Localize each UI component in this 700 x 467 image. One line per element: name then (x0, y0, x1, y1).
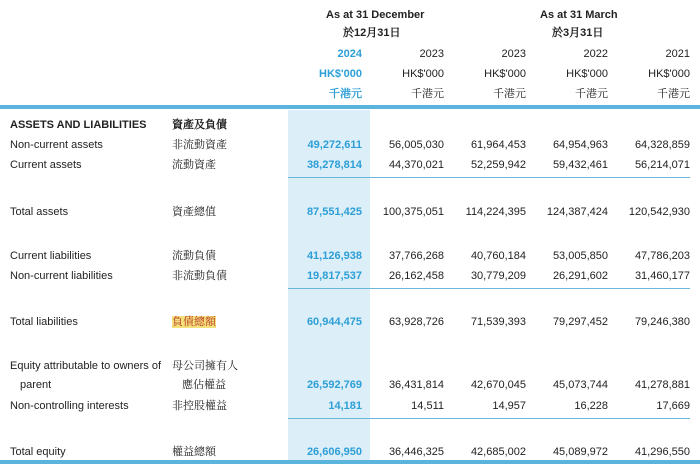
table-cell: 41,296,550 (634, 446, 690, 458)
highlighted-text: 負債總額 (172, 316, 216, 328)
row-label: Non-controlling interests (10, 400, 129, 412)
table-cell: 120,542,930 (628, 206, 690, 218)
table-cell: 56,005,030 (388, 139, 444, 151)
row-label-zh-cont: 應佔權益 (182, 379, 226, 391)
table-cell: 14,957 (492, 400, 526, 412)
table-cell: 60,944,475 (306, 316, 362, 328)
currency-header: HK$'000 (402, 68, 444, 80)
table-cell: 26,291,602 (552, 270, 608, 282)
table-cell: 16,228 (574, 400, 608, 412)
table-cell: 71,539,393 (470, 316, 526, 328)
subtotal-rule (288, 418, 690, 419)
currency-zh-header: 千港元 (411, 88, 444, 100)
row-label-zh: 非流動負債 (172, 270, 227, 282)
table-cell: 41,126,938 (306, 250, 362, 262)
table-cell: 79,297,452 (552, 316, 608, 328)
currency-zh-header: 千港元 (329, 88, 362, 100)
table-cell: 14,511 (411, 400, 444, 412)
row-label: Total assets (10, 206, 69, 218)
currency-header: HK$'000 (319, 68, 362, 80)
year-header: 2023 (419, 48, 444, 60)
row-label-cont: parent (20, 379, 52, 391)
currency-zh-header: 千港元 (657, 88, 690, 100)
row-label: Current assets (10, 159, 82, 171)
table-cell: 63,928,726 (388, 316, 444, 328)
table-cell: 19,817,537 (306, 270, 362, 282)
year-header: 2024 (337, 48, 362, 60)
table-cell: 42,685,002 (470, 446, 526, 458)
table-cell: 87,551,425 (306, 206, 362, 218)
table-cell: 114,224,395 (465, 206, 526, 218)
group-header-march-zh: 於3月31日 (552, 27, 604, 39)
currency-zh-header: 千港元 (575, 88, 608, 100)
row-label-zh: 非流動資產 (172, 139, 227, 151)
table-cell: 41,278,881 (634, 379, 690, 391)
table-cell: 44,370,021 (388, 159, 444, 171)
table-cell: 42,670,045 (470, 379, 526, 391)
table-cell: 14,181 (328, 400, 362, 412)
table-cell: 79,246,380 (634, 316, 690, 328)
table-cell: 36,446,325 (388, 446, 444, 458)
row-label: Total equity (10, 446, 66, 458)
row-label: Equity attributable to owners of (10, 360, 162, 372)
table-cell: 61,964,453 (470, 139, 526, 151)
table-cell: 52,259,942 (470, 159, 526, 171)
year-header: 2022 (583, 48, 608, 60)
row-label-zh: 資產總值 (172, 206, 216, 218)
table-cell: 30,779,209 (470, 270, 526, 282)
row-label-zh: 非控股權益 (172, 400, 227, 412)
group-header-december-zh: 於12月31日 (343, 27, 401, 39)
row-label-zh: 母公司擁有人 (172, 360, 238, 372)
table-cell: 64,328,859 (634, 139, 690, 151)
table-cell: 45,089,972 (552, 446, 608, 458)
year-header: 2023 (501, 48, 526, 60)
currency-zh-header: 千港元 (493, 88, 526, 100)
header-rule (0, 105, 700, 109)
currency-header: HK$'000 (566, 68, 608, 80)
table-cell: 26,592,769 (306, 379, 362, 391)
row-label: Non-current assets (10, 139, 103, 151)
row-label: Current liabilities (10, 250, 92, 262)
group-header-march: As at 31 March (540, 9, 618, 21)
table-cell: 64,954,963 (552, 139, 608, 151)
table-cell: 17,669 (656, 400, 690, 412)
table-cell: 37,766,268 (388, 250, 444, 262)
row-label-zh (172, 316, 216, 328)
currency-header: HK$'000 (484, 68, 526, 80)
section-title: ASSETS AND LIABILITIES (10, 119, 147, 131)
table-cell: 100,375,051 (382, 206, 444, 218)
table-cell: 40,760,184 (470, 250, 526, 262)
table-cell: 36,431,814 (388, 379, 444, 391)
table-cell: 49,272,611 (307, 139, 362, 151)
row-label-zh: 流動資產 (172, 159, 216, 171)
table-cell: 47,786,203 (634, 250, 690, 262)
table-cell: 26,162,458 (388, 270, 444, 282)
table-cell: 59,432,461 (552, 159, 608, 171)
row-label: Non-current liabilities (10, 270, 113, 282)
currency-header: HK$'000 (648, 68, 690, 80)
table-cell: 56,214,071 (634, 159, 690, 171)
section-title-zh: 資產及負債 (172, 119, 227, 131)
table-cell: 31,460,177 (634, 270, 690, 282)
subtotal-rule (288, 288, 690, 289)
year-header: 2021 (665, 48, 690, 60)
table-cell: 124,387,424 (546, 206, 608, 218)
row-label-zh: 流動負債 (172, 250, 216, 262)
row-label: Total liabilities (10, 316, 78, 328)
table-cell: 26,606,950 (306, 446, 362, 458)
table-cell: 45,073,744 (552, 379, 608, 391)
table-cell: 53,005,850 (552, 250, 608, 262)
group-header-december: As at 31 December (326, 9, 425, 21)
table-cell: 38,278,814 (306, 159, 362, 171)
footer-rule (0, 460, 700, 464)
row-label-zh: 權益總額 (172, 446, 216, 458)
subtotal-rule (288, 177, 690, 178)
